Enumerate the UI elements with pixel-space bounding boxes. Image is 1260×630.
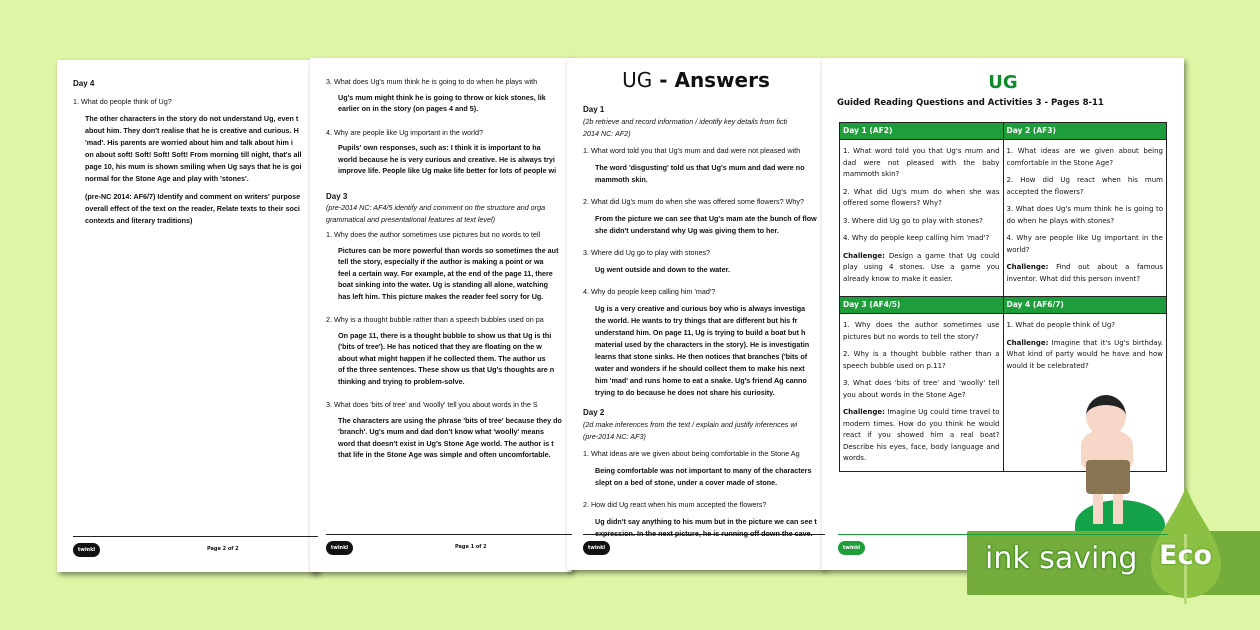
day1-header: Day 1 (AF2) — [840, 123, 1004, 140]
question: 3. Where did Ug go to play with stones? — [843, 216, 983, 225]
twinkl-logo: twinkl — [583, 541, 610, 555]
question: 2. How did Ug react when his mum accepted the flowers? — [1006, 176, 1163, 196]
text-line: (2b retrieve and record information / identify key details from ficti — [583, 117, 788, 126]
text-line: world because he is very curious and creative. He is always tryi — [338, 154, 555, 164]
document-page-questions — [822, 58, 1184, 570]
banner-text: ink saving — [985, 541, 1138, 576]
question: 3. What does Ug's mum think he is going to do when he plays with stones? — [1006, 205, 1163, 225]
question — [326, 399, 562, 411]
text-line: 2. What did Ug's mum do when she was offered some flowers? Why? — [583, 197, 804, 206]
challenge-text: Design a game that Ug could play using 4 stones. Use a game you already know to make it easier. — [843, 251, 1000, 283]
page-body — [326, 76, 562, 461]
challenge — [843, 251, 1000, 286]
text-line: Day 3 — [326, 191, 348, 201]
text-line: about him. They don't realise that he is creative and curious. H — [85, 126, 299, 135]
text-line: Ug didn't say anything to his mum but in the picture we can see t — [595, 517, 817, 526]
question: 1. What do people think of Ug? — [1006, 321, 1116, 329]
text-line: 2. How did Ug react when his mum accepted the flowers? — [583, 500, 767, 509]
challenge-label: Challenge: — [1006, 338, 1049, 347]
day3-header: Day 3 (AF4/5) — [840, 297, 1004, 314]
answer — [595, 162, 817, 186]
answer — [595, 213, 817, 237]
question — [326, 76, 562, 88]
day4-header: Day 4 (AF6/7) — [1003, 297, 1167, 314]
text-line: contexts and literary traditions) — [85, 216, 193, 225]
curriculum-note — [583, 116, 817, 140]
text-line: 3. What does 'bits of tree' and 'woolly' tell you about words in the S — [326, 400, 538, 409]
text-line: The characters are using the phrase 'bits of tree' because they do — [338, 415, 562, 425]
text-line: understand him. On page 11, Ug is trying to build a boat but h — [595, 328, 806, 337]
text-line: expression. In the next picture, he is running off down the cave. — [595, 529, 813, 538]
question — [326, 229, 562, 241]
text-line: (pre-2014 NC: AF4/5 identify and comment on the structure and orga — [326, 203, 546, 212]
page-number: Page 2 of 2 — [207, 546, 239, 552]
question: 1. What ideas are we given about being comfortable in the Stone Age? — [1006, 147, 1163, 167]
section-heading — [73, 78, 305, 90]
question — [583, 286, 817, 298]
text-line: Ug is a very creative and curious boy who is always investiga — [595, 304, 806, 313]
challenge — [1007, 338, 1164, 373]
text-line: word that doesn't exist in Ug's Stone Age world. The author is t — [338, 438, 554, 448]
challenge-text: Imagine Ug could time travel to modern times. How do you think he would react if you showed him a real boat? Describe his eyes, face, body language and words. — [843, 408, 1000, 462]
page-title: UG — [988, 72, 1018, 93]
text-line: Ug went outside and down to the water. — [595, 265, 730, 274]
text-line: 2. Why is a thought bubble rather than a speech bubbles used on pa — [326, 315, 544, 324]
text-line: improve life. People like Ug make life better for lots of people wi — [338, 166, 557, 175]
text-line: of the three sentences. These show us that Ug's thoughts are n — [338, 365, 555, 374]
section-heading — [583, 407, 817, 419]
question — [326, 127, 562, 139]
day2-cell — [1003, 140, 1167, 297]
text-line: Being comfortable was not important to many of the characters — [595, 466, 812, 475]
page-body — [583, 96, 817, 540]
text-line: (2d make inferences from the text / explain and justify inferences wi — [583, 420, 798, 429]
page-body — [73, 78, 305, 227]
answer — [338, 415, 562, 461]
twinkl-logo: twinkl — [73, 543, 100, 557]
text-line: Day 4 — [73, 79, 95, 88]
answer — [338, 330, 562, 388]
text-line: From the picture we can see that Ug's mam ate the bunch of flow — [595, 214, 817, 223]
footer-divider — [838, 534, 1168, 535]
text-line: ('bits of tree'). He has noticed that they are floating on the w — [338, 342, 542, 351]
text-line: 1. What ideas are we given about being comfortable in the Stone Ag — [583, 449, 800, 458]
question: 1. What word told you that Ug's mum and dad were not pleased with the baby mammoth skin? — [843, 147, 1000, 178]
question — [73, 96, 305, 108]
text-line: (pre-2014 NC: AF3) — [583, 432, 646, 441]
question: 4. Why do people keep calling him 'mad'? — [843, 234, 990, 242]
text-line: that life in the Stone Age was simple and often uncomfortable. — [338, 450, 551, 459]
text-line: 4. Why do people keep calling him 'mad'? — [583, 287, 716, 296]
eco-label: Eco — [1159, 540, 1212, 571]
answer — [338, 142, 562, 177]
text-line: 2014 NC: AF2) — [583, 129, 631, 138]
answer — [338, 92, 562, 115]
text-line: 3. Where did Ug go to play with stones? — [583, 248, 711, 257]
section-heading — [583, 104, 817, 116]
document-page-answers — [567, 58, 825, 570]
text-line: grammatical and presentational features at text level) — [326, 214, 495, 224]
curriculum-note — [85, 191, 305, 227]
question — [583, 499, 817, 511]
question — [583, 247, 817, 259]
text-line: 'branch'. Ug's mum and dad don't know what 'woolly' means — [338, 427, 544, 436]
text-line: thinking and trying to problem-solve. — [338, 376, 465, 386]
title-main: UG — [622, 68, 653, 92]
question: 2. What did Ug's mum do when she was offered some flowers? Why? — [843, 187, 1000, 207]
character-leg — [1113, 494, 1123, 524]
eco-leaf-badge — [1147, 484, 1225, 604]
document-page-1 — [57, 60, 318, 572]
text-line: Pupils' own responses, such as: I think it is important to ha — [338, 143, 541, 152]
text-line: normal for the Stone Age and play with 'stones'. — [85, 174, 249, 183]
answer — [595, 465, 817, 489]
document-page-2 — [310, 58, 572, 572]
text-line: tell the story, especially if the author is making a point or wa — [338, 257, 544, 266]
text-line: Pictures can be more powerful than words so sometimes the aut — [338, 245, 559, 255]
character-head — [1086, 395, 1126, 437]
text-line: The word 'disgusting' told us that Ug's mum and dad were no — [595, 163, 805, 172]
text-line: about what might happen if he collected them. The author us — [338, 353, 546, 363]
text-line: overall effect of the text on the reader, Relate texts to their soci — [85, 204, 300, 213]
text-line: the world. He wants to try things that are different but his fr — [595, 316, 798, 325]
title-rest: - Answers — [652, 68, 770, 92]
question: 4. Why are people like Ug important in the world? — [1006, 234, 1163, 254]
question — [583, 145, 817, 157]
challenge — [1007, 262, 1164, 285]
section-heading — [326, 191, 562, 203]
day2-header: Day 2 (AF3) — [1003, 123, 1167, 140]
twinkl-logo: twinkl — [326, 541, 353, 555]
text-line: material used by the characters in the story). He is investigatin — [595, 340, 810, 349]
challenge-label: Challenge: — [843, 408, 885, 416]
text-line: 'mad'. His parents are worried about him and talk about him i — [85, 138, 293, 147]
text-line: him 'mad' and runs home to eat a snake. Ug's friend Ag canno — [595, 376, 807, 385]
challenge-label: Challenge: — [843, 251, 885, 260]
text-line: 3. What does Ug's mum think he is going to do when he plays with — [326, 77, 538, 86]
text-line: learns that stone sinks. He then notices that branches ('bits of — [595, 352, 808, 361]
text-line: has left him. This picture makes the reader feel sorry for Ug. — [338, 291, 544, 301]
text-line: trying to do because he does not share his curiosity. — [595, 388, 775, 397]
question: 2. Why is a thought bubble rather than a speech bubble used on p.11? — [843, 350, 1000, 370]
text-line: page 10, his mum is shown smiling when Ug says that he is goi — [85, 162, 302, 171]
twinkl-logo: twinkl — [838, 541, 865, 555]
text-line: Day 2 — [583, 408, 605, 417]
question — [583, 196, 817, 208]
text-line: feel a certain way. For example, at the end of the page 11, there — [338, 268, 553, 278]
text-line: earlier on in the story (on pages 4 and 5). — [338, 104, 479, 113]
question: 1. Why does the author sometimes use pictures but no words to tell the story? — [843, 321, 1000, 341]
text-line: slept on a bed of stone, under a cover made of stone. — [595, 478, 778, 487]
text-line: Day 1 — [583, 105, 605, 114]
text-line: 1. What do people think of Ug? — [73, 97, 172, 106]
text-line: 1. What word told you that Ug's mum and dad were not pleased with — [583, 146, 801, 155]
text-line: boat sinking into the water. Ug is standing all alone, watching — [338, 280, 549, 289]
text-line: (pre-NC 2014: AF6/7) Identify and comment on writers' purpose — [85, 192, 301, 201]
answer — [85, 113, 305, 185]
answer — [595, 264, 817, 276]
question: 3. What does 'bits of tree' and 'woolly' tell you about words in the Stone Age? — [843, 379, 1000, 399]
answer — [338, 245, 562, 303]
answer — [595, 303, 817, 399]
footer-divider — [73, 536, 318, 537]
answer — [595, 516, 817, 540]
curriculum-note — [583, 419, 817, 443]
text-line: 4. Why are people like Ug important in the world? — [326, 127, 484, 137]
challenge-label: Challenge: — [1006, 263, 1049, 271]
question — [326, 314, 562, 326]
text-line: she didn't understand why Ug was giving them to her. — [595, 226, 779, 235]
text-line: On page 11, there is a thought bubble to show us that Ug is thi — [338, 330, 552, 340]
day3-cell — [840, 314, 1004, 472]
text-line: mammoth skin. — [595, 175, 648, 184]
text-line: The other characters in the story do not understand Ug, even t — [85, 114, 299, 123]
character-leg — [1093, 494, 1103, 524]
page-subtitle: Guided Reading Questions and Activities 3 - Pages 8-11 — [837, 98, 1104, 108]
text-line: water and wonders if he should collect them to make his next — [595, 364, 805, 373]
page-number: Page 1 of 2 — [455, 544, 487, 550]
text-line: on about soft! Soft! Soft! Soft! From morning till night, that's all — [85, 150, 302, 159]
footer-divider — [326, 534, 572, 535]
character-cloth — [1086, 460, 1130, 494]
question — [583, 448, 817, 460]
text-line: 1. Why does the author sometimes use pictures but no words to tell — [326, 230, 541, 239]
challenge — [843, 407, 1000, 465]
day1-cell — [840, 140, 1004, 297]
challenge-text: Imagine that it's Ug's birthday. What kind of party would he have and how would it be celebrated? — [1006, 338, 1163, 370]
page-title — [567, 68, 825, 92]
curriculum-note — [326, 202, 562, 225]
challenge-text: Find out about a famous inventor. What did this person invent? — [1006, 263, 1163, 283]
text-line: Ug's mum might think he is going to throw or kick stones, lik — [338, 92, 546, 102]
